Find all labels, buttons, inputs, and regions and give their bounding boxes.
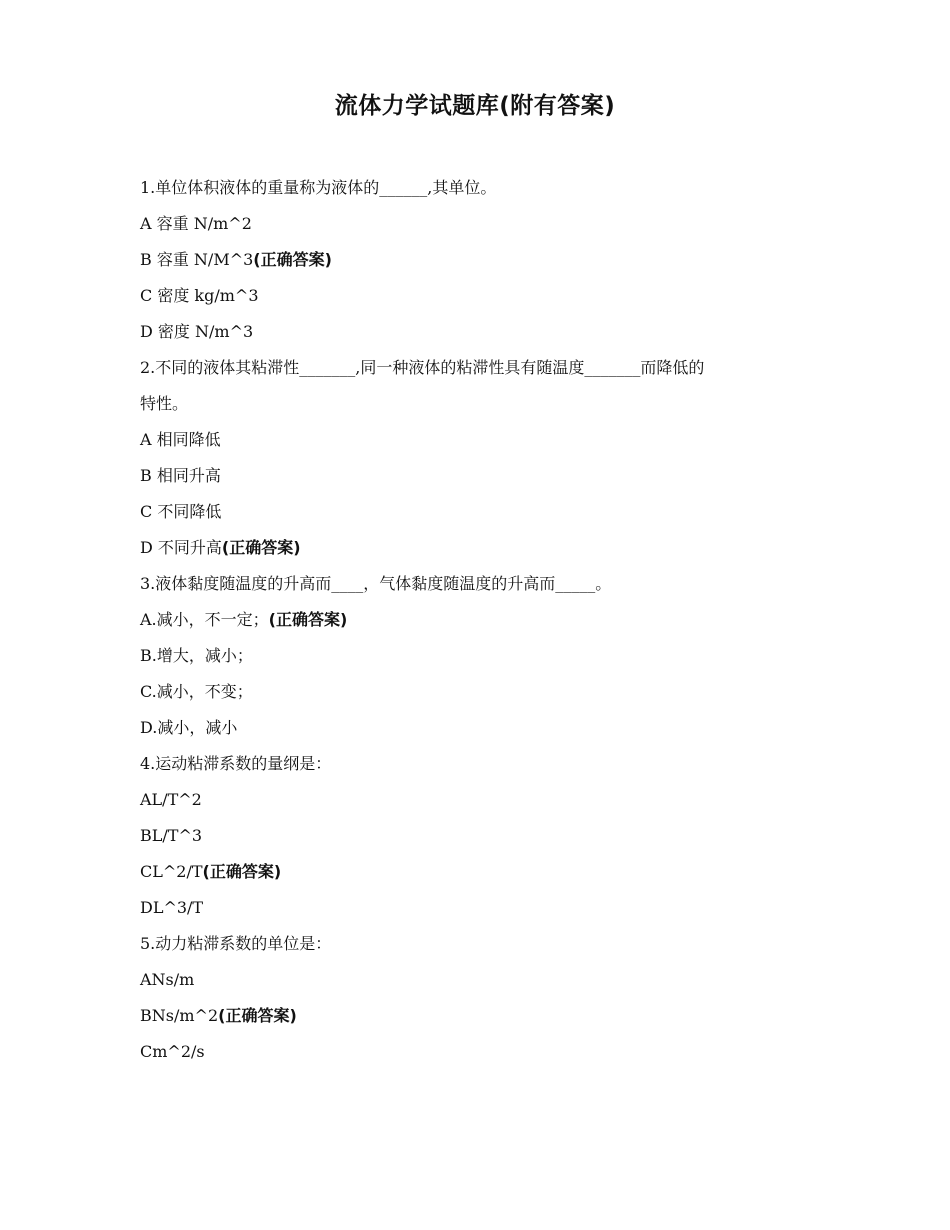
question-1-stem: 1.单位体积液体的重量称为液体的______,其单位。 xyxy=(140,178,497,197)
correct-answer-mark: (正确答案) xyxy=(221,538,301,557)
question-2-option-a: A 相同降低 xyxy=(140,430,221,449)
question-1-option-b xyxy=(140,242,810,278)
question-2-stem-line-2: 特性。 xyxy=(140,394,189,413)
option-text: B 容重 N/M^3 xyxy=(140,250,254,269)
question-5-option-a: ANs/m xyxy=(140,970,195,989)
question-4-option-b: BL/T^3 xyxy=(140,826,203,845)
question-list xyxy=(140,170,810,1070)
question-2-option-b: B 相同升高 xyxy=(140,466,221,485)
document-title: 流体力学试题库(附有答案) xyxy=(334,93,616,119)
question-5-stem: 5.动力粘滞系数的单位是： xyxy=(140,934,332,953)
correct-answer-mark: (正确答案) xyxy=(202,862,282,881)
question-1-option-c: C 密度 kg/m^3 xyxy=(140,286,259,305)
question-3-option-b: B.增大，减小； xyxy=(140,646,253,665)
question-3-option-c: C.减小，不变； xyxy=(140,682,253,701)
option-text: A.减小，不一定； xyxy=(140,610,269,629)
question-4-option-d: DL^3/T xyxy=(140,898,204,917)
question-4-option-a: AL/T^2 xyxy=(140,790,202,809)
question-3-option-a xyxy=(140,602,810,638)
correct-answer-mark: (正确答案) xyxy=(218,1006,297,1025)
question-4-stem: 4.运动粘滞系数的量纲是： xyxy=(140,754,332,773)
question-2-option-d xyxy=(140,530,810,566)
option-text: D 不同升高 xyxy=(140,538,222,557)
question-5-option-c: Cm^2/s xyxy=(140,1042,205,1061)
question-5-option-b xyxy=(140,998,810,1034)
question-2-stem-line-1: 2.不同的液体其粘滞性_______,同一种液体的粘滞性具有随温度_______而降低的 xyxy=(140,358,705,377)
option-text: CL^2/T xyxy=(140,862,203,881)
question-4-option-c xyxy=(140,854,810,890)
question-3-option-d: D.减小，减小 xyxy=(140,718,238,737)
question-3-stem: 3.液体黏度随温度的升高而____，气体黏度随温度的升高而_____。 xyxy=(140,574,612,593)
option-text: BNs/m^2 xyxy=(140,1006,219,1025)
correct-answer-mark: (正确答案) xyxy=(268,610,348,629)
correct-answer-mark: (正确答案) xyxy=(253,250,332,269)
question-2-option-c: C 不同降低 xyxy=(140,502,222,521)
question-1-option-d: D 密度 N/m^3 xyxy=(140,322,254,341)
question-1-option-a: A 容重 N/m^2 xyxy=(140,214,252,233)
